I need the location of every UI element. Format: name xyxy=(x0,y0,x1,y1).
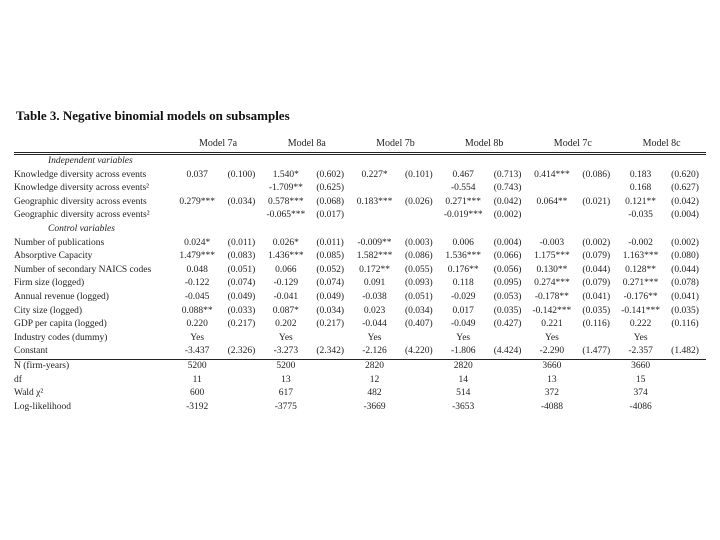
coefficient: -0.554 xyxy=(450,183,476,194)
standard-error: (0.051) xyxy=(405,291,433,302)
table-title: Table 3. Negative binomial models on subsamples xyxy=(16,108,290,123)
row-label: Firm size (logged) xyxy=(14,278,85,289)
section-row xyxy=(14,154,706,169)
coefficient: -0.019*** xyxy=(443,210,483,221)
coefficient: 0.087* xyxy=(272,305,299,316)
coefficient: Yes xyxy=(190,332,205,343)
coefficient: 0.037 xyxy=(186,169,208,180)
coefficient: 1.175*** xyxy=(534,251,570,262)
standard-error: (2.326) xyxy=(227,346,256,357)
model-header: Model 8b xyxy=(440,136,529,154)
standard-error xyxy=(487,359,529,373)
standard-error: (0.035) xyxy=(671,305,699,316)
coefficient: 0.274*** xyxy=(534,278,570,289)
coefficient: -0.003 xyxy=(539,237,565,248)
standard-error: (0.004) xyxy=(493,237,522,248)
coefficient: -3192 xyxy=(186,401,209,412)
model-header: Model 7b xyxy=(351,136,440,154)
standard-error xyxy=(487,401,529,415)
standard-error: (0.116) xyxy=(671,319,699,330)
standard-error: (0.049) xyxy=(316,291,345,302)
table-row xyxy=(14,291,706,305)
row-label: Constant xyxy=(14,346,48,357)
coefficient: 0.183 xyxy=(629,169,652,180)
coefficient: 0.271*** xyxy=(445,196,482,207)
coefficient: 0.222 xyxy=(629,319,652,330)
standard-error: (0.011) xyxy=(227,237,256,248)
standard-error: (0.068) xyxy=(316,196,345,207)
standard-error: (0.021) xyxy=(582,196,611,207)
table-row xyxy=(14,237,706,251)
coefficient: 0.091 xyxy=(363,278,386,289)
coefficient: 0.279*** xyxy=(179,196,215,207)
standard-error: (0.602) xyxy=(316,169,345,180)
coefficient: -0.141*** xyxy=(621,305,661,316)
standard-error: (0.017) xyxy=(316,210,345,221)
coefficient: 3660 xyxy=(617,359,664,373)
table-row xyxy=(14,209,706,223)
coefficient: 600 xyxy=(190,388,205,399)
standard-error: (0.101) xyxy=(405,169,433,180)
coefficient: 5200 xyxy=(262,359,309,373)
table-row xyxy=(14,401,706,415)
section-label: Independent variables xyxy=(48,156,133,166)
coefficient: -2.357 xyxy=(628,346,653,357)
row-label: Log-likelihood xyxy=(14,401,71,412)
table-row xyxy=(14,318,706,332)
standard-error xyxy=(398,401,440,415)
coefficient: -3.273 xyxy=(273,346,299,357)
standard-error: (0.086) xyxy=(582,169,611,180)
coefficient: Yes xyxy=(456,332,471,343)
coefficient: 0.578*** xyxy=(268,196,304,207)
standard-error: (0.002) xyxy=(582,237,611,248)
standard-error xyxy=(575,387,617,401)
standard-error: (0.743) xyxy=(493,183,522,194)
model-header: Model 7c xyxy=(528,136,617,154)
standard-error: (0.053) xyxy=(493,291,522,302)
coefficient: Yes xyxy=(545,332,559,343)
standard-error xyxy=(575,374,617,388)
standard-error: (0.035) xyxy=(493,305,522,316)
standard-error xyxy=(575,359,617,373)
standard-error: (0.002) xyxy=(493,210,522,221)
standard-error: (0.044) xyxy=(671,264,699,275)
standard-error xyxy=(575,209,617,223)
coefficient: -0.129 xyxy=(273,278,299,289)
coefficient: 13 xyxy=(547,374,557,385)
coefficient: Yes xyxy=(278,332,293,343)
standard-error xyxy=(575,332,617,346)
coefficient: 372 xyxy=(544,388,560,399)
standard-error xyxy=(487,332,529,346)
coefficient: 0.220 xyxy=(186,319,208,330)
standard-error xyxy=(575,401,617,415)
header-blank xyxy=(14,136,174,154)
standard-error xyxy=(398,332,440,346)
standard-error xyxy=(309,387,351,401)
standard-error: (0.041) xyxy=(671,291,699,302)
coefficient: -1.709** xyxy=(268,183,303,194)
standard-error: (2.342) xyxy=(316,346,345,357)
standard-error xyxy=(398,209,440,223)
coefficient: -0.122 xyxy=(184,278,210,289)
standard-error: (0.003) xyxy=(405,237,433,248)
table-row xyxy=(14,264,706,278)
table-row xyxy=(14,345,706,359)
standard-error: (0.055) xyxy=(405,264,433,275)
coefficient: -3775 xyxy=(274,401,297,412)
standard-error: (0.026) xyxy=(405,196,433,207)
standard-error: (0.004) xyxy=(671,210,699,221)
standard-error: (0.011) xyxy=(316,237,344,248)
coefficient: 0.183*** xyxy=(356,196,393,207)
coefficient: -0.176** xyxy=(623,291,658,302)
standard-error xyxy=(487,374,529,388)
row-label: Knowledge diversity across events² xyxy=(14,183,150,194)
standard-error: (0.427) xyxy=(493,319,522,330)
coefficient: -0.044 xyxy=(362,319,387,330)
table-row xyxy=(14,332,706,346)
coefficient: 0.088** xyxy=(181,305,213,316)
coefficient xyxy=(528,182,575,196)
coefficient: 0.023 xyxy=(363,305,386,316)
row-label: df xyxy=(14,374,22,385)
standard-error xyxy=(575,182,617,196)
coefficient: -0.038 xyxy=(362,291,387,302)
coefficient: 0.066 xyxy=(275,264,297,275)
coefficient: 12 xyxy=(369,374,380,385)
standard-error xyxy=(398,182,440,196)
standard-error: (0.042) xyxy=(671,196,699,207)
standard-error: (0.066) xyxy=(493,251,522,262)
standard-error: (0.713) xyxy=(493,169,522,180)
coefficient: -0.029 xyxy=(450,291,476,302)
coefficient: 1.582*** xyxy=(356,251,393,262)
coefficient: -2.126 xyxy=(362,346,387,357)
coefficient: 0.176** xyxy=(447,264,479,275)
standard-error: (4.220) xyxy=(405,346,433,357)
coefficient: -0.035 xyxy=(628,210,653,221)
coefficient xyxy=(351,209,398,223)
row-label: Annual revenue (logged) xyxy=(14,291,109,302)
standard-error xyxy=(664,359,706,373)
standard-error: (1.482) xyxy=(671,346,699,357)
coefficient: -4086 xyxy=(629,401,652,412)
coefficient: 1.540* xyxy=(272,169,299,180)
standard-error: (1.477) xyxy=(582,346,611,357)
coefficient: -3.437 xyxy=(184,346,210,357)
coefficient: Yes xyxy=(633,332,648,343)
coefficient: 0.024* xyxy=(184,237,211,248)
standard-error xyxy=(309,359,351,373)
standard-error xyxy=(664,332,706,346)
coefficient: 0.467 xyxy=(452,169,474,180)
row-label: Geographic diversity across events xyxy=(14,196,147,207)
coefficient xyxy=(174,209,221,223)
coefficient: -0.045 xyxy=(184,291,210,302)
standard-error: (0.034) xyxy=(227,196,256,207)
table-row xyxy=(14,305,706,319)
coefficient: 0.026* xyxy=(272,237,299,248)
section-row xyxy=(14,223,706,237)
coefficient: 0.221 xyxy=(541,319,563,330)
standard-error: (0.052) xyxy=(316,264,345,275)
table-row xyxy=(14,196,706,210)
coefficient: 374 xyxy=(633,388,648,399)
standard-error: (0.044) xyxy=(582,264,611,275)
standard-error xyxy=(221,359,263,373)
standard-error: (0.407) xyxy=(405,319,433,330)
table-row xyxy=(14,169,706,183)
row-label: City size (logged) xyxy=(14,305,83,316)
standard-error: (0.080) xyxy=(671,251,699,262)
row-label: Number of publications xyxy=(14,237,105,248)
coefficient: 11 xyxy=(192,374,202,385)
standard-error xyxy=(664,401,706,415)
coefficient: -0.041 xyxy=(273,291,299,302)
section-label: Control variables xyxy=(48,223,115,234)
standard-error: (0.074) xyxy=(227,278,256,289)
regression-table xyxy=(14,136,706,414)
standard-error xyxy=(221,401,263,415)
standard-error xyxy=(221,387,263,401)
coefficient: 0.006 xyxy=(452,237,474,248)
standard-error: (0.042) xyxy=(493,196,522,207)
standard-error: (0.074) xyxy=(316,278,345,289)
standard-error: (0.035) xyxy=(582,305,611,316)
coefficient: -0.049 xyxy=(450,319,476,330)
coefficient: 14 xyxy=(458,374,468,385)
coefficient: -3669 xyxy=(363,401,386,412)
standard-error: (0.002) xyxy=(671,237,699,248)
standard-error: (0.627) xyxy=(671,183,699,194)
coefficient: 0.130** xyxy=(536,264,568,275)
standard-error: (0.085) xyxy=(316,251,345,262)
standard-error: (0.034) xyxy=(405,305,433,316)
coefficient: 0.168 xyxy=(629,183,652,194)
row-label: N (firm-years) xyxy=(14,359,174,373)
standard-error: (0.041) xyxy=(582,291,611,302)
standard-error: (0.093) xyxy=(405,278,433,289)
standard-error: (0.051) xyxy=(227,264,256,275)
standard-error xyxy=(309,374,351,388)
standard-error: (0.079) xyxy=(582,278,611,289)
standard-error xyxy=(221,374,263,388)
table-row xyxy=(14,374,706,388)
coefficient: 5200 xyxy=(174,359,221,373)
standard-error: (0.086) xyxy=(405,251,433,262)
standard-error xyxy=(309,332,351,346)
standard-error xyxy=(221,182,263,196)
standard-error xyxy=(398,374,440,388)
coefficient: 0.202 xyxy=(275,319,297,330)
coefficient: 3660 xyxy=(528,359,575,373)
coefficient xyxy=(174,182,221,196)
coefficient: 0.048 xyxy=(186,264,208,275)
coefficient: 13 xyxy=(281,374,291,385)
standard-error: (0.034) xyxy=(316,305,345,316)
row-label: Absorptive Capacity xyxy=(14,251,93,262)
coefficient: 0.414*** xyxy=(534,169,570,180)
coefficient: 1.436*** xyxy=(268,251,304,262)
model-header: Model 7a xyxy=(174,136,263,154)
coefficient: 0.017 xyxy=(452,305,474,316)
coefficient: -0.178** xyxy=(534,291,569,302)
standard-error: (0.033) xyxy=(227,305,256,316)
coefficient: -3653 xyxy=(452,401,475,412)
standard-error: (0.100) xyxy=(227,169,256,180)
coefficient: 15 xyxy=(635,374,646,385)
table-row xyxy=(14,182,706,196)
standard-error: (0.217) xyxy=(227,319,256,330)
coefficient: 2820 xyxy=(351,359,398,373)
coefficient: -0.002 xyxy=(628,237,653,248)
coefficient: -1.806 xyxy=(450,346,476,357)
standard-error xyxy=(221,332,263,346)
coefficient: 0.121** xyxy=(625,196,657,207)
standard-error xyxy=(398,359,440,373)
standard-error xyxy=(487,387,529,401)
row-label: Industry codes (dummy) xyxy=(14,332,108,343)
standard-error xyxy=(664,387,706,401)
coefficient: -0.065*** xyxy=(266,210,306,221)
coefficient: -2.290 xyxy=(539,346,565,357)
header-row xyxy=(14,136,706,154)
standard-error: (0.625) xyxy=(316,183,345,194)
coefficient: 617 xyxy=(278,388,293,399)
standard-error: (0.049) xyxy=(227,291,256,302)
table-row xyxy=(14,277,706,291)
standard-error: (0.095) xyxy=(493,278,522,289)
standard-error xyxy=(221,209,263,223)
coefficient: 1.479*** xyxy=(179,251,215,262)
standard-error xyxy=(309,401,351,415)
table-row xyxy=(14,359,706,373)
row-label: GDP per capita (logged) xyxy=(14,319,107,330)
coefficient: 0.172** xyxy=(359,264,390,275)
coefficient: -0.142*** xyxy=(532,305,572,316)
coefficient: 0.128** xyxy=(625,264,657,275)
coefficient: 1.163*** xyxy=(622,251,659,262)
standard-error: (4.424) xyxy=(493,346,522,357)
standard-error: (0.217) xyxy=(316,319,345,330)
coefficient: Yes xyxy=(367,332,382,343)
standard-error: (0.078) xyxy=(671,278,699,289)
coefficient: 0.271*** xyxy=(622,278,659,289)
coefficient: -0.009** xyxy=(357,237,392,248)
coefficient: -4088 xyxy=(540,401,563,412)
row-label: Knowledge diversity across events xyxy=(14,169,147,180)
coefficient: 0.118 xyxy=(452,278,474,289)
standard-error: (0.056) xyxy=(493,264,522,275)
row-label: Number of secondary NAICS codes xyxy=(14,264,152,275)
standard-error: (0.083) xyxy=(227,251,256,262)
table-row xyxy=(14,250,706,264)
model-header: Model 8a xyxy=(262,136,351,154)
coefficient: 1.536*** xyxy=(445,251,482,262)
standard-error: (0.620) xyxy=(671,169,699,180)
standard-error xyxy=(664,374,706,388)
standard-error: (0.079) xyxy=(582,251,611,262)
coefficient: 0.064** xyxy=(536,196,568,207)
row-label: Wald χ² xyxy=(14,388,44,399)
coefficient: 482 xyxy=(367,388,382,399)
coefficient xyxy=(528,209,575,223)
standard-error xyxy=(398,387,440,401)
row-label: Geographic diversity across events² xyxy=(14,210,150,221)
model-header: Model 8c xyxy=(617,136,706,154)
coefficient: 0.227* xyxy=(361,169,388,180)
coefficient xyxy=(351,182,398,196)
standard-error: (0.116) xyxy=(582,319,610,330)
table-row xyxy=(14,387,706,401)
coefficient: 2820 xyxy=(440,359,487,373)
coefficient: 514 xyxy=(456,388,471,399)
